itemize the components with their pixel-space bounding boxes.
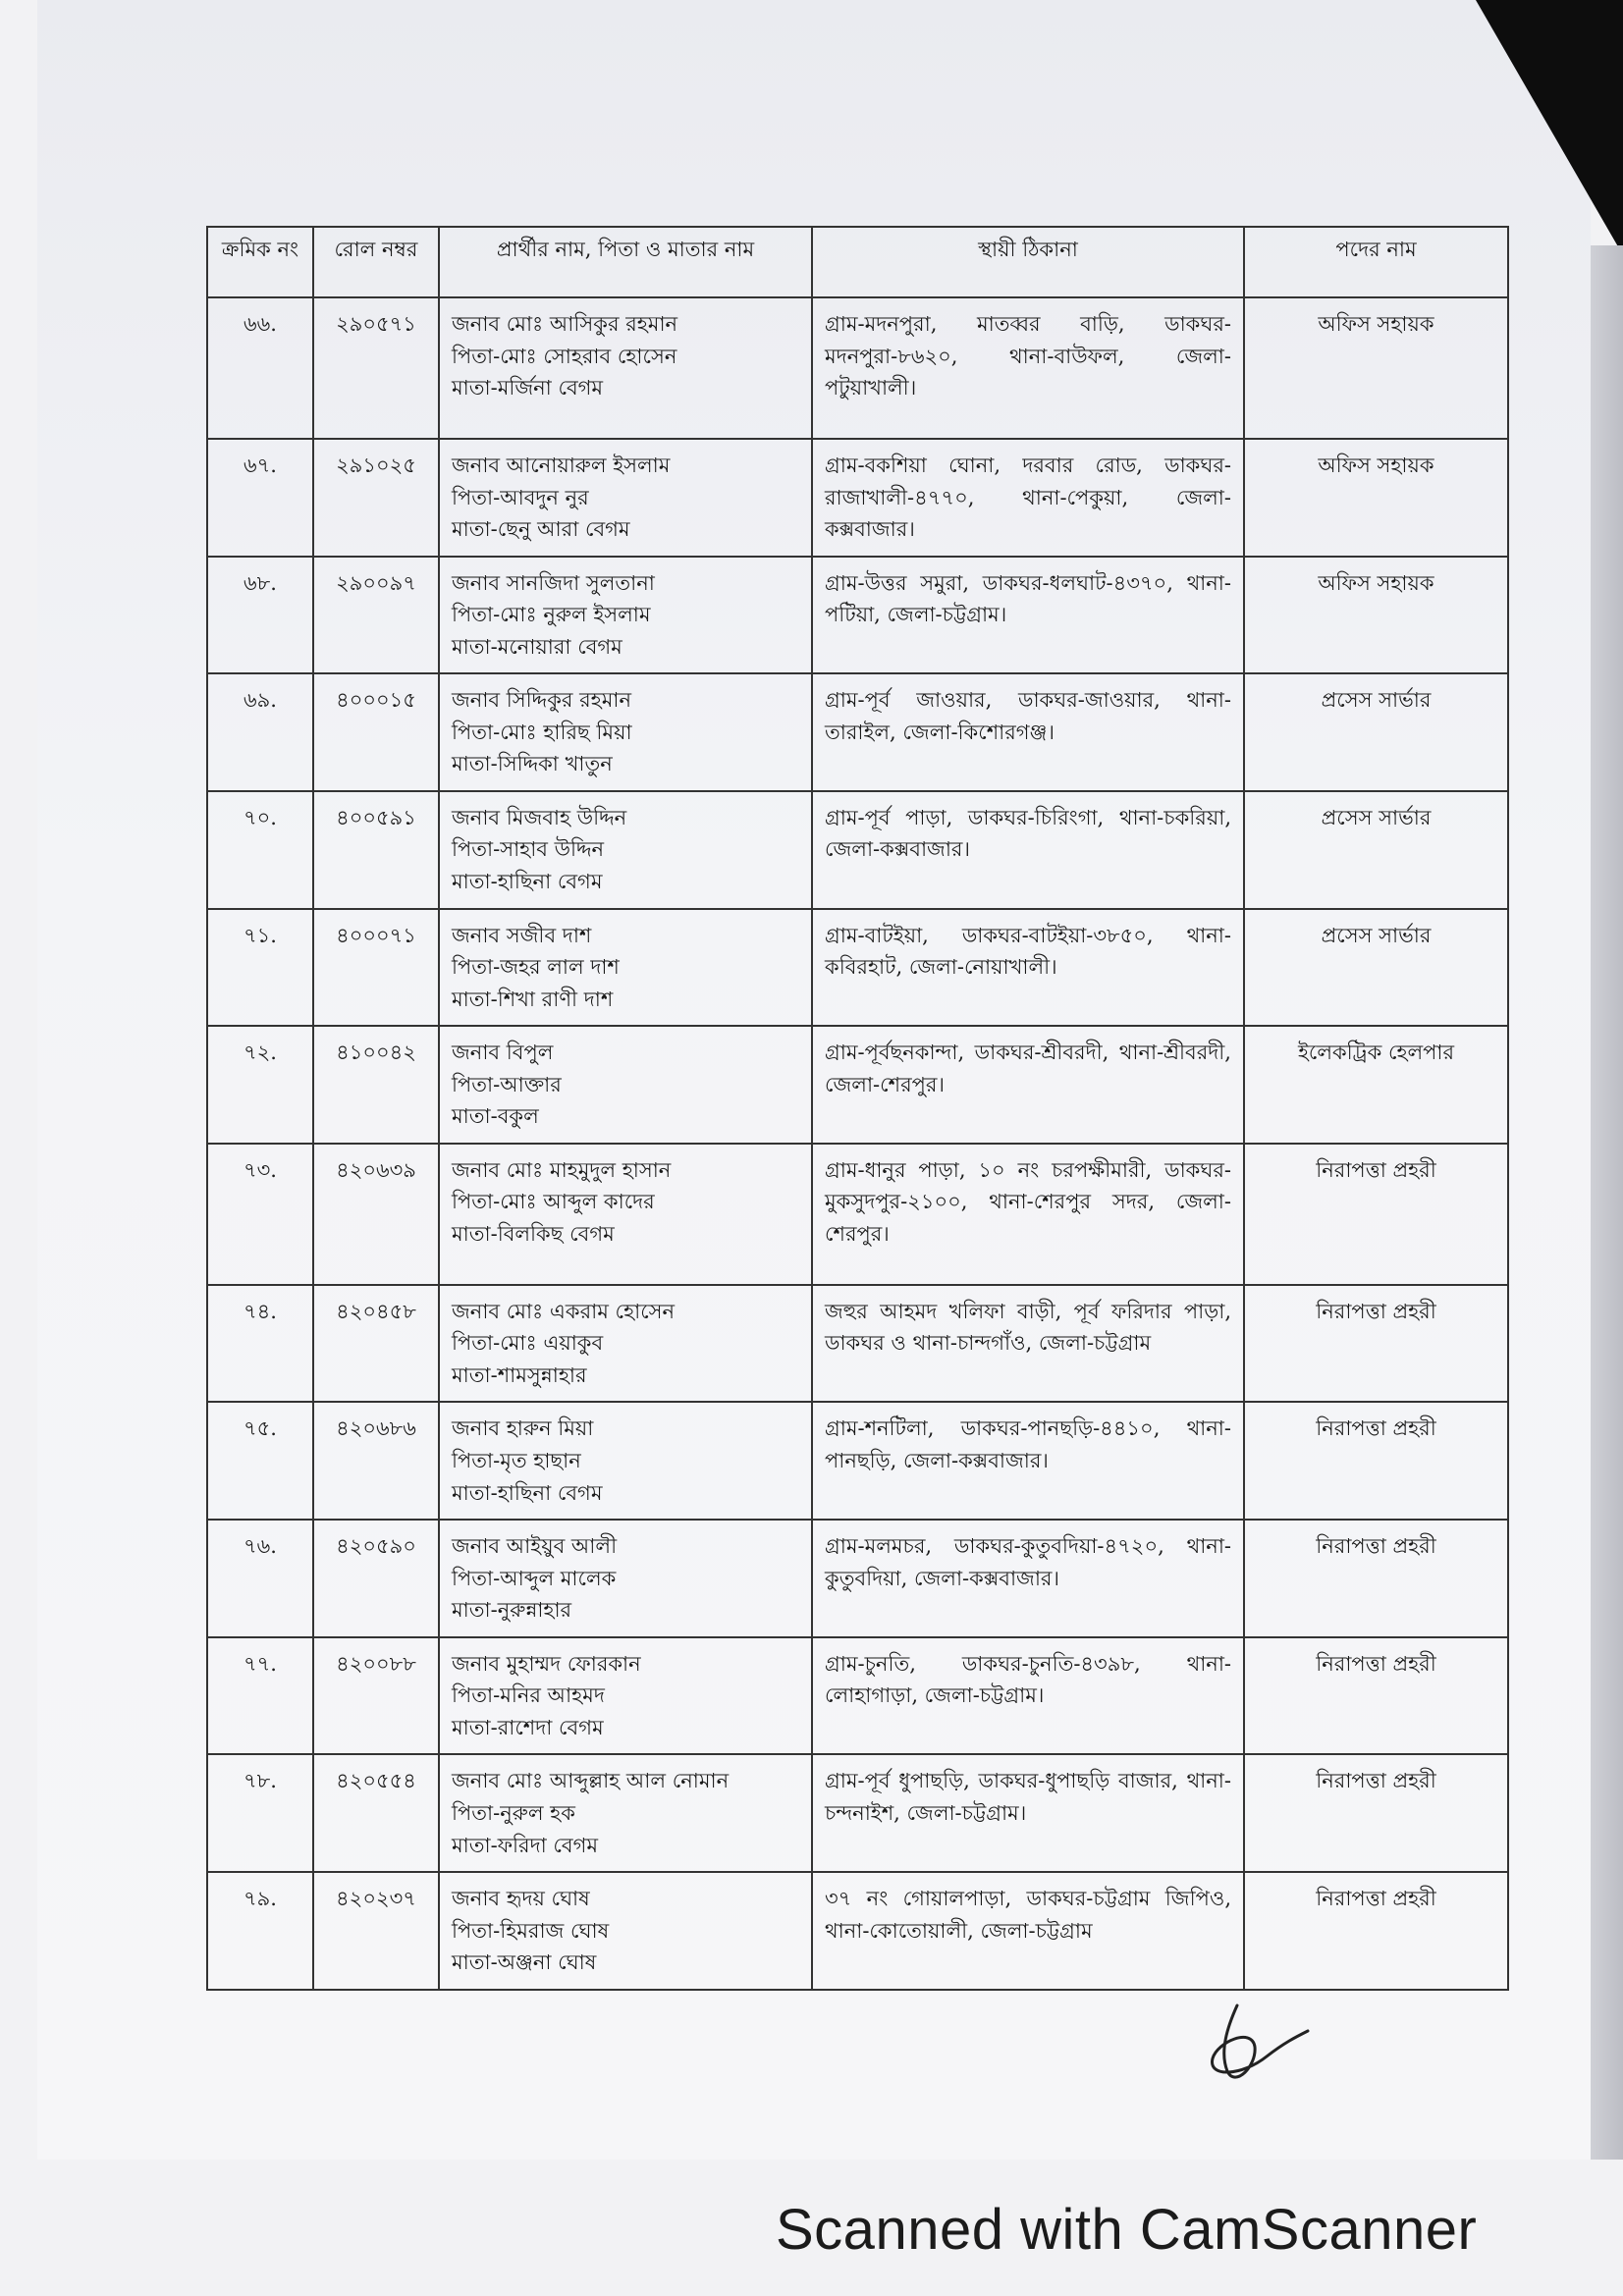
roll-cell: ৪২০৫৫৪ [313, 1754, 439, 1872]
address-cell: গ্রাম-মলমচর, ডাকঘর-কুতুবদিয়া-৪৭২০, থানা-কুতুবদিয়া, জেলা-কক্সবাজার। [812, 1520, 1244, 1637]
mother-name: মাতা-বিলকিছ বেগম [452, 1221, 615, 1246]
address-cell: গ্রাম-মদনপুরা, মাতব্বর বাড়ি, ডাকঘর-মদনপুরা-৮৬২০, থানা-বাউফল, জেলা-পটুয়াখালী। [812, 297, 1244, 439]
table-header-row [207, 227, 1508, 297]
post-cell: অফিস সহায়ক [1244, 439, 1508, 557]
mother-name: মাতা-মনোয়ারা বেগম [452, 634, 622, 659]
roll-cell: ৪০০০১৫ [313, 673, 439, 791]
serial-cell: ৭৮. [207, 1754, 313, 1872]
address-cell: গ্রাম-বাটইয়া, ডাকঘর-বাটইয়া-৩৮৫০, থানা-কবিরহাট, জেলা-নোয়াখালী। [812, 909, 1244, 1027]
candidate-name: জনাব সিদ্দিকুর রহমান [452, 688, 631, 713]
table-row [207, 439, 1508, 557]
mother-name: মাতা-শামসুন্নাহার [452, 1362, 587, 1387]
roll-cell: ৪২০০৮৮ [313, 1637, 439, 1755]
candidate-name: জনাব হৃদয় ঘোষ [452, 1887, 590, 1911]
post-cell: প্রসেস সার্ভার [1244, 673, 1508, 791]
post-cell: নিরাপত্তা প্রহরী [1244, 1285, 1508, 1403]
mother-name: মাতা-নুরুন্নাহার [452, 1598, 572, 1623]
table-row [207, 1520, 1508, 1637]
address-cell: গ্রাম-ধানুর পাড়া, ১০ নং চরপক্ষীমারী, ডাকঘর-মুকসুদপুর-২১০০, থানা-শেরপুর সদর, জেলা-শেরপুর। [812, 1144, 1244, 1285]
roll-cell: ২৯১০২৫ [313, 439, 439, 557]
father-name: পিতা-মোঃ হারিছ মিয়া [452, 720, 632, 744]
table-body [207, 297, 1508, 1990]
names-cell [439, 1520, 812, 1637]
address-cell: গ্রাম-পূর্ব পাড়া, ডাকঘর-চিরিংগা, থানা-চকরিয়া, জেলা-কক্সবাজার। [812, 791, 1244, 909]
table-row [207, 1026, 1508, 1144]
serial-cell: ৭৫. [207, 1402, 313, 1520]
names-cell [439, 1754, 812, 1872]
serial-cell: ৭৩. [207, 1144, 313, 1285]
roll-cell: ৪২০৫৯০ [313, 1520, 439, 1637]
serial-cell: ৭৭. [207, 1637, 313, 1755]
table-row [207, 1754, 1508, 1872]
address-cell: গ্রাম-পূর্বছনকান্দা, ডাকঘর-শ্রীবরদী, থানা-শ্রীবরদী, জেলা-শেরপুর। [812, 1026, 1244, 1144]
paper-edge-shadow [1591, 245, 1623, 2160]
table-row [207, 1285, 1508, 1403]
names-cell [439, 1402, 812, 1520]
roll-cell: ৪০০০৭১ [313, 909, 439, 1027]
candidate-name: জনাব মোঃ আব্দুল্লাহ আল নোমান [452, 1769, 730, 1793]
mother-name: মাতা-ফরিদা বেগম [452, 1833, 599, 1857]
names-cell [439, 297, 812, 439]
serial-cell: ৭৬. [207, 1520, 313, 1637]
table-row [207, 1872, 1508, 1990]
address-cell: গ্রাম-বকশিয়া ঘোনা, দরবার রোড, ডাকঘর-রাজাখালী-৪৭৭০, থানা-পেকুয়া, জেলা-কক্সবাজার। [812, 439, 1244, 557]
father-name: পিতা-আব্দুল মালেক [452, 1566, 617, 1590]
post-cell: নিরাপত্তা প্রহরী [1244, 1872, 1508, 1990]
address-cell: গ্রাম-শনটিলা, ডাকঘর-পানছড়ি-৪৪১০, থানা-পানছড়ি, জেলা-কক্সবাজার। [812, 1402, 1244, 1520]
mother-name: মাতা-হাছিনা বেগম [452, 870, 603, 894]
mother-name: মাতা-সিদ্দিকা খাতুন [452, 752, 613, 776]
header-post: পদের নাম [1244, 227, 1508, 297]
mother-name: মাতা-শিখা রাণী দাশ [452, 987, 614, 1011]
table-row [207, 557, 1508, 674]
serial-cell: ৭০. [207, 791, 313, 909]
table-row [207, 673, 1508, 791]
candidate-name: জনাব আইয়ুব আলী [452, 1534, 618, 1559]
serial-cell: ৭৯. [207, 1872, 313, 1990]
candidate-name: জনাব আনোয়ারুল ইসলাম [452, 454, 671, 477]
address-cell: গ্রাম-পূর্ব ধুপাছড়ি, ডাকঘর-ধুপাছড়ি বাজার, থানা-চন্দনাইশ, জেলা-চট্টগ্রাম। [812, 1754, 1244, 1872]
names-cell [439, 1872, 812, 1990]
roll-cell: ৪০০৫৯১ [313, 791, 439, 909]
post-cell: নিরাপত্তা প্রহরী [1244, 1520, 1508, 1637]
table-row [207, 909, 1508, 1027]
serial-cell: ৬৬. [207, 297, 313, 439]
father-name: পিতা-মোঃ আব্দুল কাদের [452, 1190, 655, 1214]
mother-name: মাতা-রাশেদা বেগম [452, 1715, 604, 1739]
names-cell [439, 439, 812, 557]
header-name: প্রার্থীর নাম, পিতা ও মাতার নাম [439, 227, 812, 297]
serial-cell: ৭৪. [207, 1285, 313, 1403]
roll-cell: ৪১০০৪২ [313, 1026, 439, 1144]
header-serial: ক্রমিক নং [207, 227, 313, 297]
signature-mark [1198, 1998, 1316, 2086]
table-row [207, 1144, 1508, 1285]
camscanner-watermark: Scanned with CamScanner [776, 2198, 1478, 2262]
names-cell [439, 1637, 812, 1755]
father-name: পিতা-মৃত হাছান [452, 1449, 581, 1473]
mother-name: মাতা-মর্জিনা বেগম [452, 376, 604, 400]
candidate-name: জনাব মোঃ মাহমুদুল হাসান [452, 1157, 672, 1182]
candidate-name: জনাব মিজবাহ উদ্দিন [452, 805, 627, 829]
mother-name: মাতা-বকুল [452, 1104, 539, 1129]
names-cell [439, 673, 812, 791]
table-row [207, 1637, 1508, 1755]
serial-cell: ৭১. [207, 909, 313, 1027]
names-cell [439, 791, 812, 909]
names-cell [439, 1144, 812, 1285]
serial-cell: ৭২. [207, 1026, 313, 1144]
serial-cell: ৬৮. [207, 557, 313, 674]
candidate-name: জনাব হারুন মিয়া [452, 1416, 594, 1441]
post-cell: প্রসেস সার্ভার [1244, 909, 1508, 1027]
post-cell: নিরাপত্তা প্রহরী [1244, 1402, 1508, 1520]
table-row [207, 297, 1508, 439]
mother-name: মাতা-হাছিনা বেগম [452, 1480, 603, 1505]
father-name: পিতা-মোঃ নুরুল ইসলাম [452, 603, 651, 627]
mother-name: মাতা-ছেনু আরা বেগম [452, 517, 630, 542]
serial-cell: ৬৭. [207, 439, 313, 557]
address-cell: গ্রাম-চুনতি, ডাকঘর-চুনতি-৪৩৯৮, থানা-লোহাগাড়া, জেলা-চট্টগ্রাম। [812, 1637, 1244, 1755]
father-name: পিতা-হিমরাজ ঘোষ [452, 1918, 610, 1943]
names-cell [439, 1026, 812, 1144]
father-name: পিতা-আবদুন নুর [452, 485, 589, 509]
candidate-table [206, 226, 1509, 1991]
post-cell: ইলেকট্রিক হেলপার [1244, 1026, 1508, 1144]
names-cell [439, 557, 812, 674]
dark-corner [1476, 0, 1623, 255]
father-name: পিতা-মোঃ সোহরাব হোসেন [452, 344, 677, 368]
address-cell: গ্রাম-পূর্ব জাওয়ার, ডাকঘর-জাওয়ার, থানা-তারাইল, জেলা-কিশোরগঞ্জ। [812, 673, 1244, 791]
father-name: পিতা-সাহাব উদ্দিন [452, 837, 605, 862]
roll-cell: ২৯০০৯৭ [313, 557, 439, 674]
father-name: পিতা-নুরুল হক [452, 1800, 575, 1825]
post-cell: নিরাপত্তা প্রহরী [1244, 1144, 1508, 1285]
table-row [207, 1402, 1508, 1520]
serial-cell: ৬৯. [207, 673, 313, 791]
roll-cell: ৪২০৬৩৯ [313, 1144, 439, 1285]
father-name: পিতা-জহর লাল দাশ [452, 955, 620, 980]
roll-cell: ২৯০৫৭১ [313, 297, 439, 439]
candidate-name: জনাব সজীব দাশ [452, 923, 592, 947]
roll-cell: ৪২০৬৮৬ [313, 1402, 439, 1520]
father-name: পিতা-আক্তার [452, 1072, 562, 1096]
post-cell: অফিস সহায়ক [1244, 557, 1508, 674]
roll-cell: ৪২০২৩৭ [313, 1872, 439, 1990]
mother-name: মাতা-অঞ্জনা ঘোষ [452, 1950, 597, 1975]
address-cell: জহুর আহমদ খলিফা বাড়ী, পূর্ব ফরিদার পাড়া, ডাকঘর ও থানা-চান্দগাঁও, জেলা-চট্টগ্রাম [812, 1285, 1244, 1403]
address-cell: গ্রাম-উত্তর সমুরা, ডাকঘর-ধলঘাট-৪৩৭০, থানা-পটিয়া, জেলা-চট্টগ্রাম। [812, 557, 1244, 674]
header-address: স্থায়ী ঠিকানা [812, 227, 1244, 297]
roll-cell: ৪২০৪৫৮ [313, 1285, 439, 1403]
father-name: পিতা-মনির আহমদ [452, 1683, 605, 1708]
header-roll: রোল নম্বর [313, 227, 439, 297]
names-cell [439, 1285, 812, 1403]
candidate-name: জনাব মুহাম্মদ ফোরকান [452, 1651, 641, 1676]
post-cell: অফিস সহায়ক [1244, 297, 1508, 439]
candidate-name: জনাব মোঃ একরাম হোসেন [452, 1299, 676, 1323]
names-cell [439, 909, 812, 1027]
candidate-name: জনাব মোঃ আসিকুর রহমান [452, 312, 678, 336]
post-cell: প্রসেস সার্ভার [1244, 791, 1508, 909]
address-cell: ৩৭ নং গোয়ালপাড়া, ডাকঘর-চট্টগ্রাম জিপিও, থানা-কোতোয়ালী, জেলা-চট্টগ্রাম [812, 1872, 1244, 1990]
post-cell: নিরাপত্তা প্রহরী [1244, 1754, 1508, 1872]
father-name: পিতা-মোঃ এয়াকুব [452, 1331, 604, 1356]
candidate-name: জনাব সানজিদা সুলতানা [452, 570, 655, 595]
post-cell: নিরাপত্তা প্রহরী [1244, 1637, 1508, 1755]
table-row [207, 791, 1508, 909]
candidate-name: জনাব বিপুল [452, 1041, 554, 1065]
